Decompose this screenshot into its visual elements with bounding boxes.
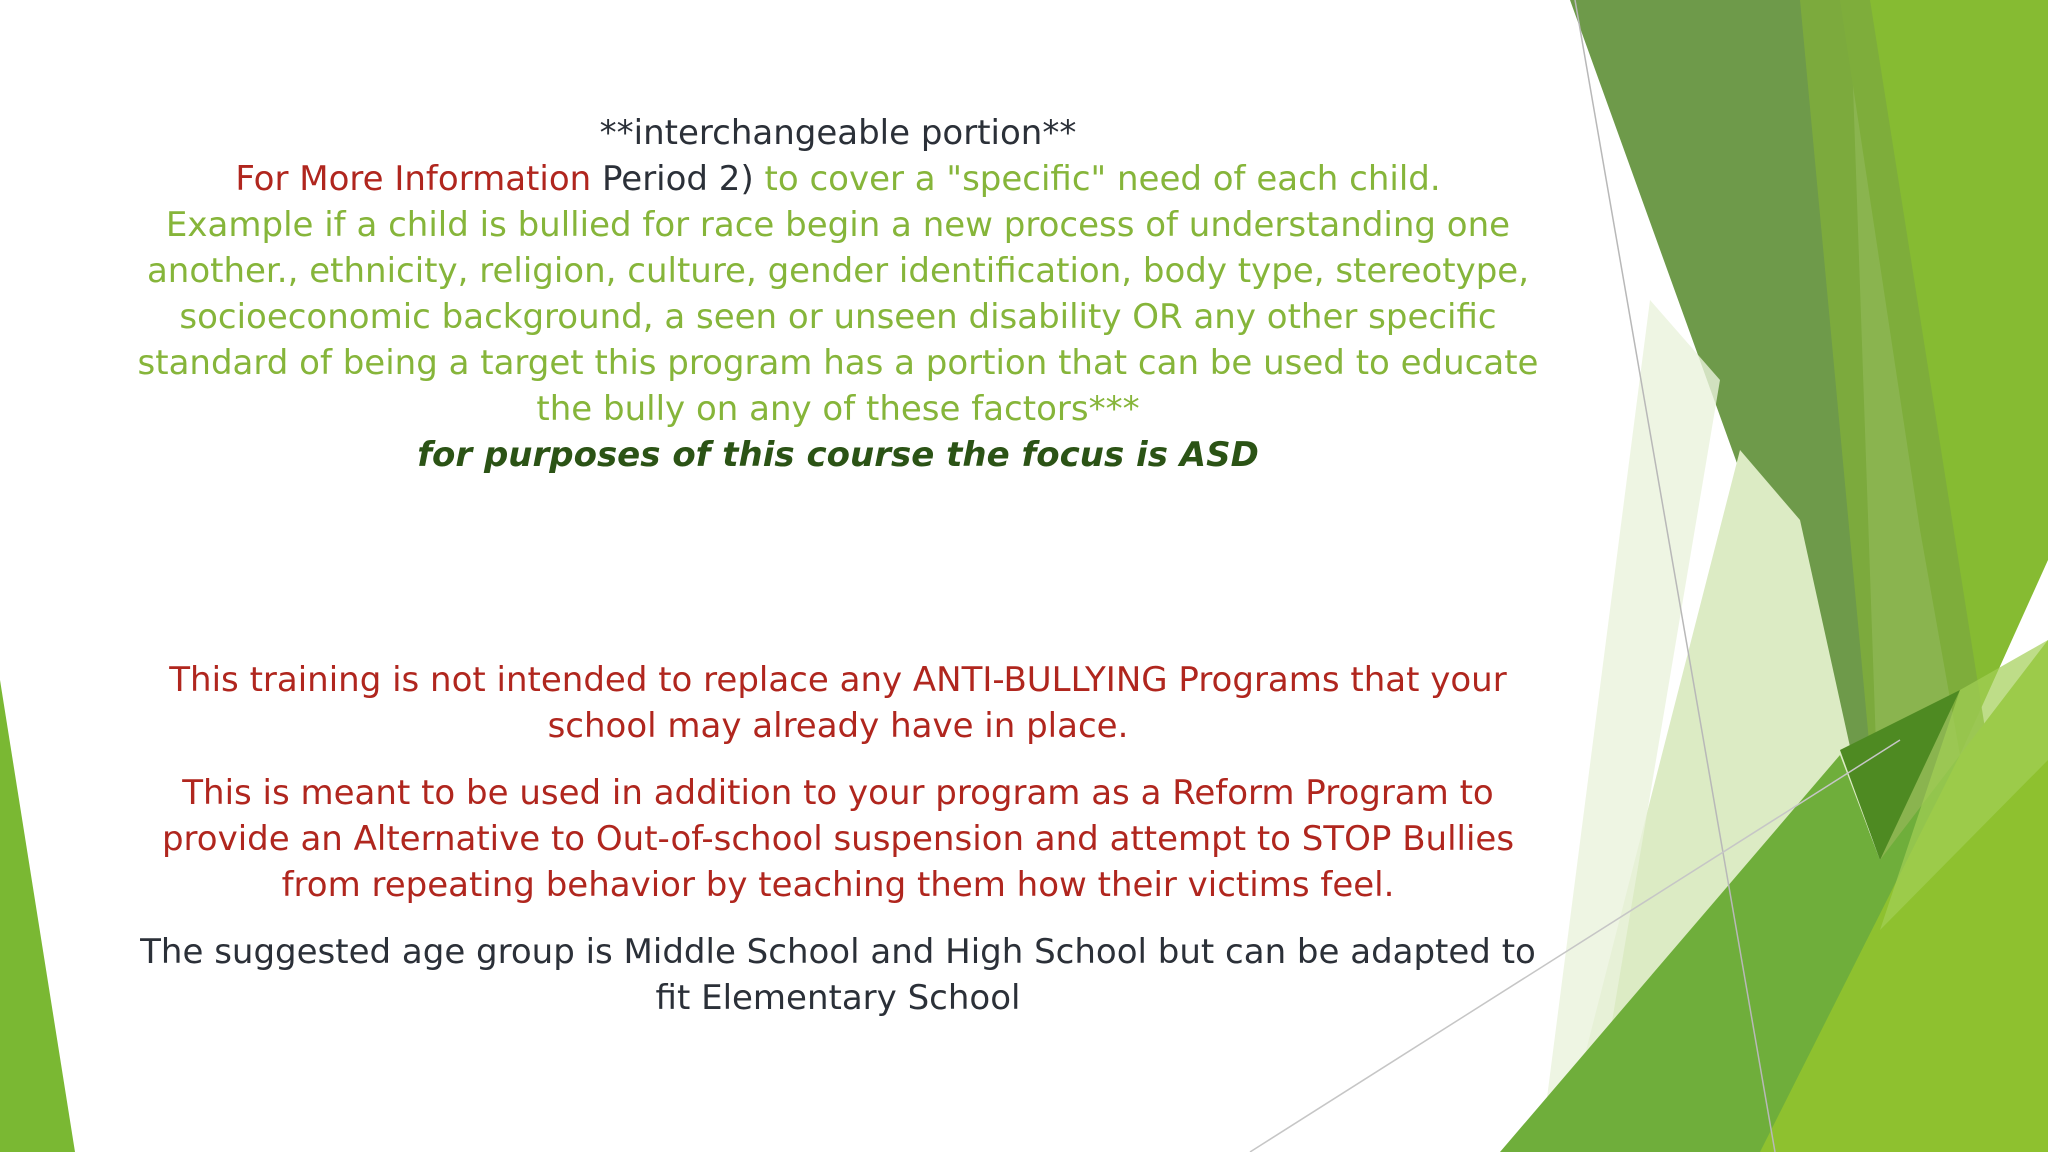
info-line xyxy=(128,156,1548,202)
period-label: Period 2) xyxy=(601,159,754,199)
focus-note: for purposes of this course the focus is ASD xyxy=(417,435,1259,475)
age-group-text: The suggested age group is Middle School and High School but can be adapted to fit Elementary School xyxy=(140,932,1536,1018)
slide-top-text-block xyxy=(128,110,1548,478)
disclaimer-text: This training is not intended to replace any ANTI-BULLYING Programs that your school may already have in place. xyxy=(169,660,1507,746)
slide-bottom-text-block xyxy=(128,657,1548,1042)
info-line-rest: to cover a "specific" need of each child. xyxy=(753,159,1441,199)
more-information-link[interactable]: For More Information xyxy=(235,159,592,199)
slide-heading: **interchangeable portion** xyxy=(599,113,1077,153)
purpose-text: This is meant to be used in addition to your program as a Reform Program to provide an Alternative to Out-of-school suspension and attempt to STOP Bullies from repeating behavior by teaching them how their victims feel. xyxy=(161,773,1515,905)
factors-paragraph: Example if a child is bullied for race begin a new process of understanding one another., ethnicity, religion, culture, gender identification, body type, stereotype, socioeconomic background, a seen or unseen disability OR any other specific standard of being a target this program has a portion that can be used to educate the bully on any of these factors*** xyxy=(137,205,1539,429)
left-green-sliver xyxy=(0,680,75,1152)
